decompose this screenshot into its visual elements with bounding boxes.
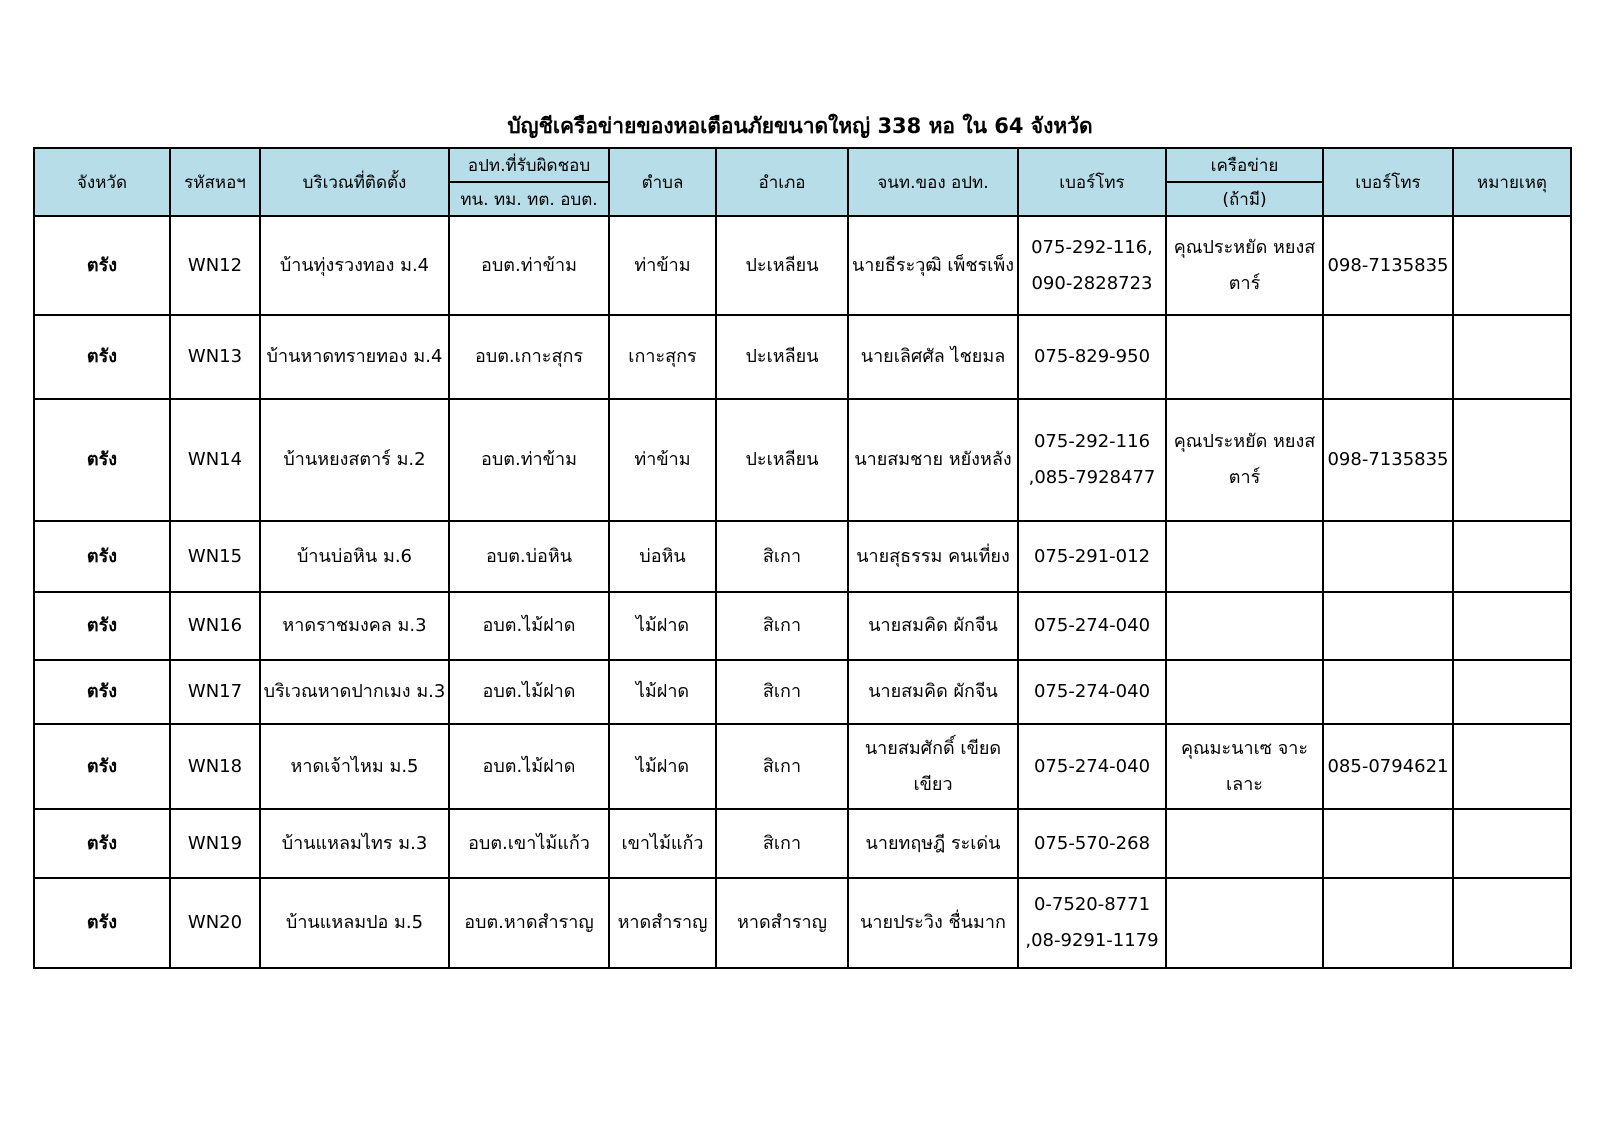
header-remark: หมายเหตุ [1453,148,1571,216]
network-phone-cell [1323,315,1453,399]
phone-cell: 0-7520-8771 ,08-9291-1179 [1018,878,1166,968]
table-row [34,216,1571,315]
phone-cell: 075-292-116 ,085-7928477 [1018,399,1166,521]
remark-cell [1453,878,1571,968]
district-cell: หาดสำราญ [716,878,848,968]
subdistrict-cell: ไม้ฝาด [609,660,716,724]
network-phone-cell: 085-0794621 [1323,724,1453,809]
header-network-phone: เบอร์โทร [1323,148,1453,216]
phone-cell: 075-274-040 [1018,724,1166,809]
subdistrict-cell: เขาไม้แก้ว [609,809,716,878]
phone-cell: 075-292-116, 090-2828723 [1018,216,1166,315]
remark-cell [1453,724,1571,809]
tower-code-cell: WN17 [170,660,260,724]
install-area-cell: บ้านบ่อหิน ม.6 [260,521,449,592]
province-cell: ตรัง [34,660,170,724]
org-cell: อบต.ไม้ฝาด [449,592,609,660]
tower-code-cell: WN14 [170,399,260,521]
org-cell: อบต.หาดสำราญ [449,878,609,968]
district-cell: สิเกา [716,724,848,809]
network-cell [1166,660,1323,724]
official-cell: นายสมศักดิ์ เขียดเขียว [848,724,1018,809]
header-phone: เบอร์โทร [1018,148,1166,216]
table-row [34,521,1571,592]
phone-cell: 075-274-040 [1018,592,1166,660]
network-cell: คุณมะนาเซ จาะเลาะ [1166,724,1323,809]
install-area-cell: บริเวณหาดปากเมง ม.3 [260,660,449,724]
network-cell: คุณประหยัด หยงสตาร์ [1166,216,1323,315]
official-cell: นายสมชาย หยังหลัง [848,399,1018,521]
remark-cell [1453,809,1571,878]
org-cell: อบต.ท่าข้าม [449,216,609,315]
network-cell [1166,521,1323,592]
table-row [34,315,1571,399]
province-cell: ตรัง [34,399,170,521]
province-cell: ตรัง [34,315,170,399]
network-phone-cell [1323,660,1453,724]
district-cell: สิเกา [716,660,848,724]
install-area-cell: บ้านทุ่งรวงทอง ม.4 [260,216,449,315]
subdistrict-cell: ท่าข้าม [609,216,716,315]
official-cell: นายประวิง ชื่นมาก [848,878,1018,968]
remark-cell [1453,521,1571,592]
tower-code-cell: WN16 [170,592,260,660]
province-cell: ตรัง [34,216,170,315]
header-official: จนท.ของ อปท. [848,148,1018,216]
province-cell: ตรัง [34,724,170,809]
network-phone-cell: 098-7135835 [1323,399,1453,521]
subdistrict-cell: ท่าข้าม [609,399,716,521]
tower-code-cell: WN18 [170,724,260,809]
table-row [34,592,1571,660]
header-responsible-org: อปท.ที่รับผิดชอบ [449,148,609,182]
header-org-types: ทน. ทม. ทต. อบต. [449,182,609,216]
remark-cell [1453,592,1571,660]
header-district: อำเภอ [716,148,848,216]
official-cell: นายสุธรรม คนเที่ยง [848,521,1018,592]
install-area-cell: บ้านแหลมไทร ม.3 [260,809,449,878]
install-area-cell: หาดราชมงคล ม.3 [260,592,449,660]
network-phone-cell [1323,592,1453,660]
warning-tower-table [33,147,1572,969]
header-subdistrict: ตำบล [609,148,716,216]
phone-cell: 075-570-268 [1018,809,1166,878]
remark-cell [1453,315,1571,399]
province-cell: ตรัง [34,809,170,878]
table-row [34,660,1571,724]
org-cell: อบต.บ่อหิน [449,521,609,592]
network-phone-cell [1323,878,1453,968]
header-install-area: บริเวณที่ติดตั้ง [260,148,449,216]
tower-code-cell: WN19 [170,809,260,878]
remark-cell [1453,216,1571,315]
tower-code-cell: WN13 [170,315,260,399]
official-cell: นายเลิศศัล ไชยมล [848,315,1018,399]
org-cell: อบต.ท่าข้าม [449,399,609,521]
header-tower-code: รหัสหอฯ [170,148,260,216]
network-phone-cell [1323,809,1453,878]
network-cell [1166,592,1323,660]
tower-code-cell: WN12 [170,216,260,315]
province-cell: ตรัง [34,521,170,592]
org-cell: อบต.เขาไม้แก้ว [449,809,609,878]
official-cell: นายสมคิด ผักจีน [848,592,1018,660]
phone-cell: 075-829-950 [1018,315,1166,399]
network-cell [1166,878,1323,968]
install-area-cell: บ้านแหลมปอ ม.5 [260,878,449,968]
subdistrict-cell: บ่อหิน [609,521,716,592]
official-cell: นายสมคิด ผักจีน [848,660,1018,724]
header-province: จังหวัด [34,148,170,216]
header-network: เครือข่าย [1166,148,1323,182]
district-cell: สิเกา [716,592,848,660]
install-area-cell: บ้านหยงสตาร์ ม.2 [260,399,449,521]
network-phone-cell [1323,521,1453,592]
subdistrict-cell: ไม้ฝาด [609,724,716,809]
district-cell: สิเกา [716,809,848,878]
subdistrict-cell: เกาะสุกร [609,315,716,399]
table-row [34,809,1571,878]
tower-code-cell: WN20 [170,878,260,968]
province-cell: ตรัง [34,592,170,660]
org-cell: อบต.ไม้ฝาด [449,660,609,724]
official-cell: นายทฤษฎี ระเด่น [848,809,1018,878]
subdistrict-cell: หาดสำราญ [609,878,716,968]
install-area-cell: บ้านหาดทรายทอง ม.4 [260,315,449,399]
remark-cell [1453,660,1571,724]
org-cell: อบต.เกาะสุกร [449,315,609,399]
district-cell: สิเกา [716,521,848,592]
network-cell: คุณประหยัด หยงสตาร์ [1166,399,1323,521]
network-phone-cell: 098-7135835 [1323,216,1453,315]
org-cell: อบต.ไม้ฝาด [449,724,609,809]
remark-cell [1453,399,1571,521]
network-cell [1166,809,1323,878]
phone-cell: 075-274-040 [1018,660,1166,724]
district-cell: ปะเหลียน [716,315,848,399]
tower-code-cell: WN15 [170,521,260,592]
district-cell: ปะเหลียน [716,216,848,315]
page-title: บัญชีเครือข่ายของหอเตือนภัยขนาดใหญ่ 338 หอ ใน 64 จังหวัด [507,114,1093,138]
table-row [34,399,1571,521]
province-cell: ตรัง [34,878,170,968]
install-area-cell: หาดเจ้าไหม ม.5 [260,724,449,809]
table-row [34,724,1571,809]
phone-cell: 075-291-012 [1018,521,1166,592]
official-cell: นายธีระวุฒิ เพ็ชรเพ็ง [848,216,1018,315]
network-cell [1166,315,1323,399]
subdistrict-cell: ไม้ฝาด [609,592,716,660]
table-row [34,878,1571,968]
header-network-sub: (ถ้ามี) [1166,182,1323,216]
district-cell: ปะเหลียน [716,399,848,521]
